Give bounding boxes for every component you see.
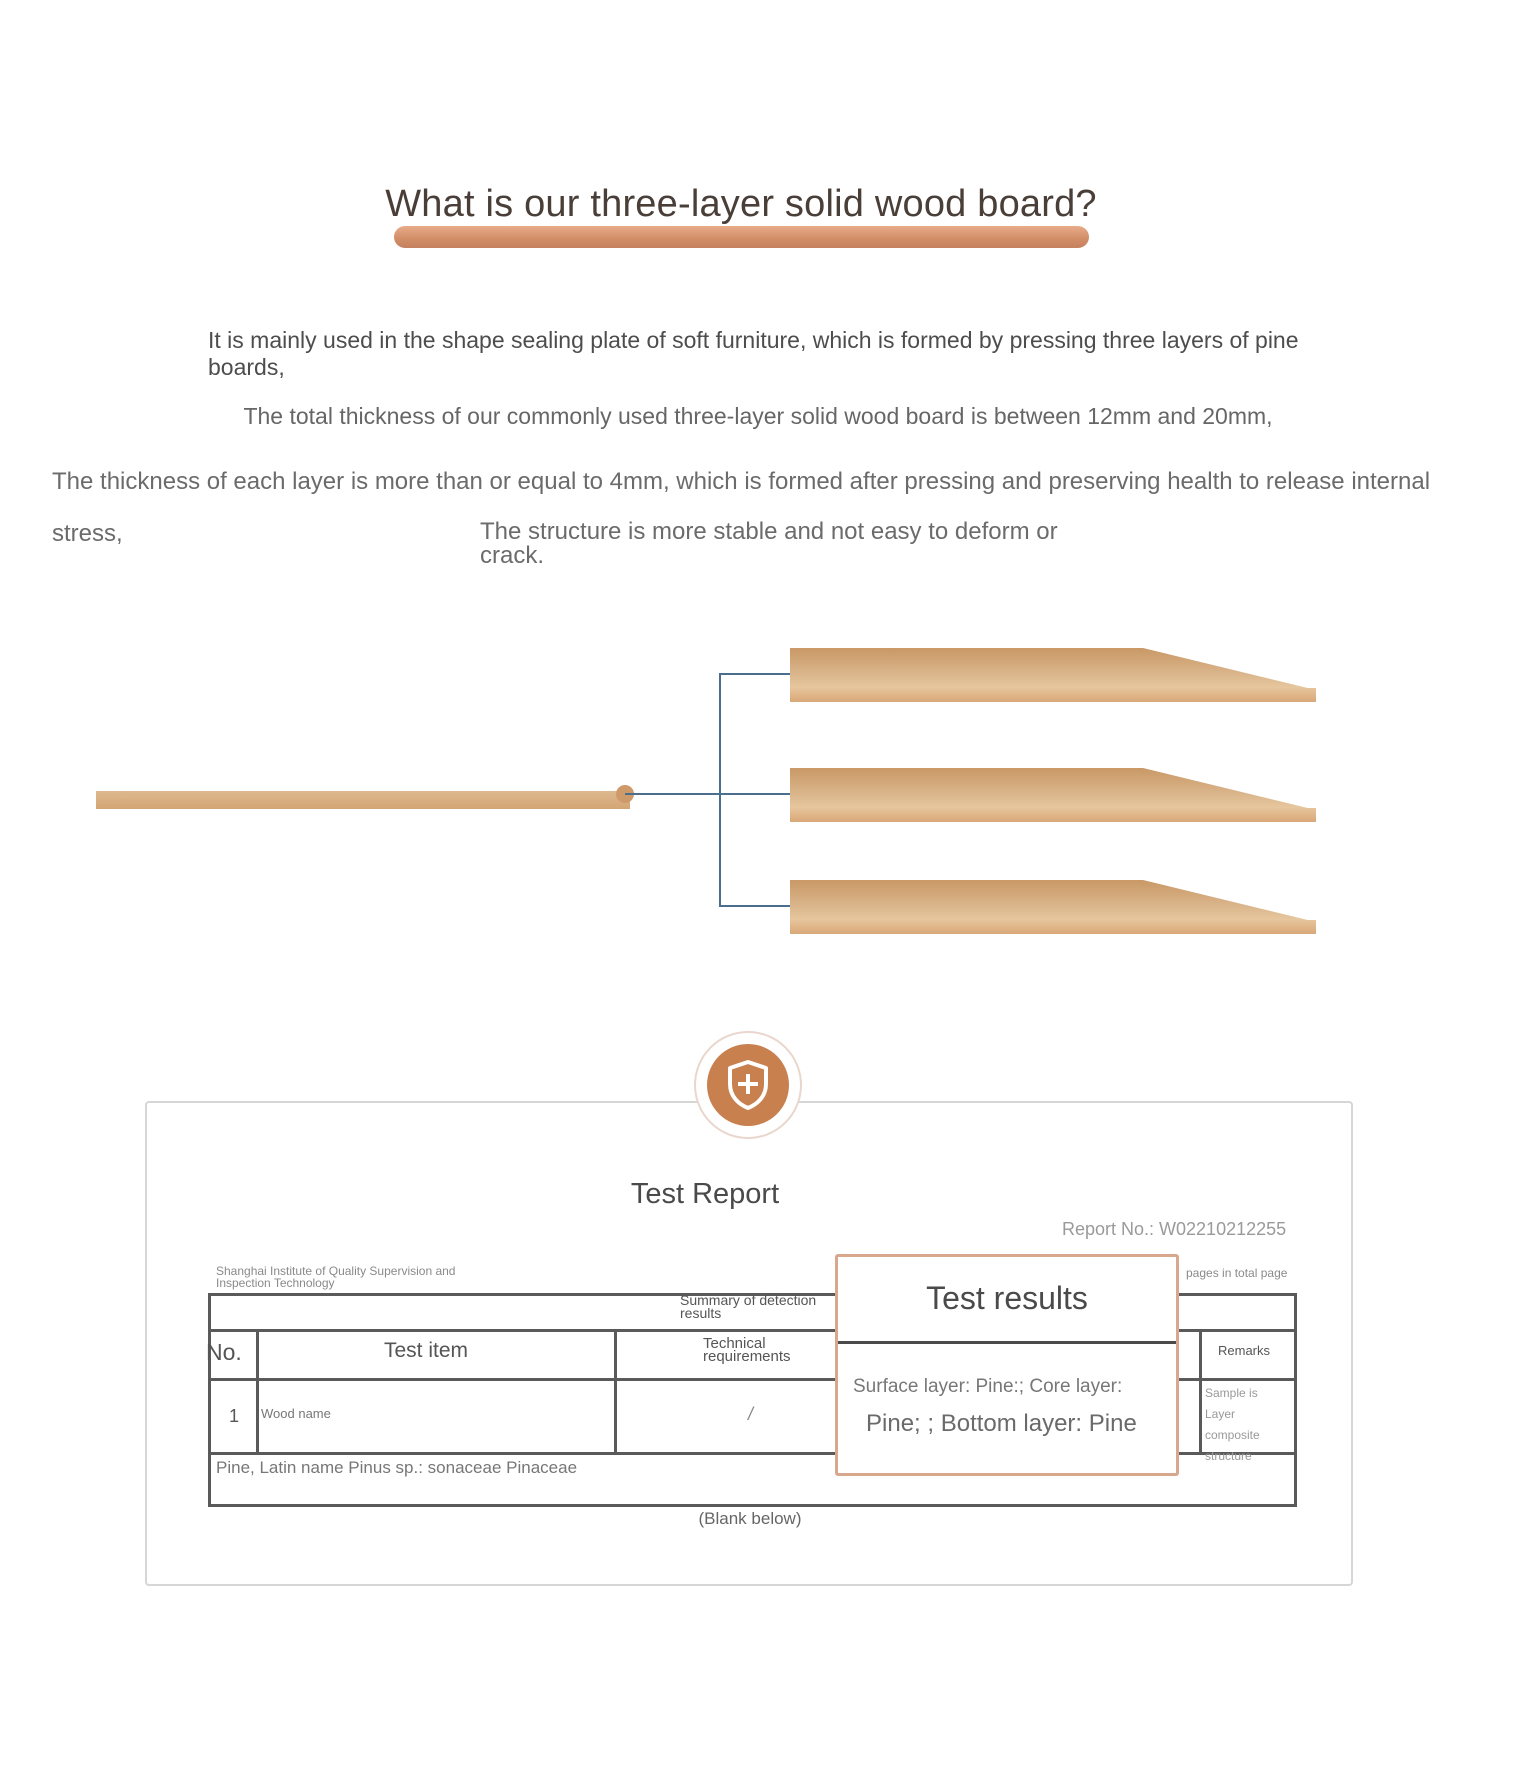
board-layer-top — [790, 648, 1316, 702]
board-layer-middle — [790, 768, 1316, 822]
latin-name-row: Pine, Latin name Pinus sp.: sonaceae Pinaceae — [216, 1458, 578, 1477]
row-number: 1 — [229, 1406, 240, 1426]
column-header-test-item: Test item — [384, 1339, 469, 1362]
summary-header: Summary of detection results — [680, 1292, 817, 1321]
test-results-title: Test results — [926, 1280, 1088, 1316]
shield-plus-icon — [725, 1059, 771, 1111]
intro-paragraph-3: The thickness of each layer is more than or equal to 4mm, which is formed after pressing and preserving health to release internal — [52, 468, 1431, 495]
page-title: What is our three-layer solid wood board? — [385, 183, 1097, 225]
intro-paragraph-5: The structure is more stable and not easy to deform or crack. — [480, 518, 1058, 569]
title-brush-underline — [394, 226, 1089, 248]
test-results-divider — [838, 1341, 1176, 1344]
board-layer-bottom — [790, 880, 1316, 934]
institute-name: Shanghai Institute of Quality Supervision and Inspection Technology — [216, 1264, 456, 1290]
intro-paragraph-1: It is mainly used in the shape sealing plate of soft furniture, which is formed by pressing three layers of pine boards, — [208, 327, 1299, 380]
test-results-line-1: Surface layer: Pine:; Core layer: — [853, 1376, 1123, 1397]
column-header-no: No. — [206, 1339, 242, 1365]
badge — [707, 1044, 789, 1126]
composite-board — [96, 791, 630, 809]
row-test-item: Wood name — [261, 1406, 331, 1421]
column-header-remarks: Remarks — [1218, 1343, 1271, 1358]
report-number: Report No.: W02210212255 — [1062, 1219, 1287, 1239]
report-title: Test Report — [630, 1178, 780, 1210]
intro-paragraph-4: stress, — [52, 520, 123, 547]
pages-label: pages in total page — [1186, 1266, 1288, 1280]
row-remarks: Sample is Layer composite structure — [1205, 1386, 1260, 1463]
row-requirement: / — [748, 1404, 754, 1424]
column-header-requirements: Technical requirements — [703, 1335, 791, 1365]
intro-paragraph-2: The total thickness of our commonly used three-layer solid wood board is between 12mm and 20mm, — [243, 403, 1273, 429]
three-layer-diagram — [0, 630, 1500, 960]
blank-below-note: (Blank below) — [698, 1509, 802, 1528]
connector-lines — [625, 674, 790, 906]
test-results-line-2: Pine; ; Bottom layer: Pine — [866, 1410, 1137, 1437]
